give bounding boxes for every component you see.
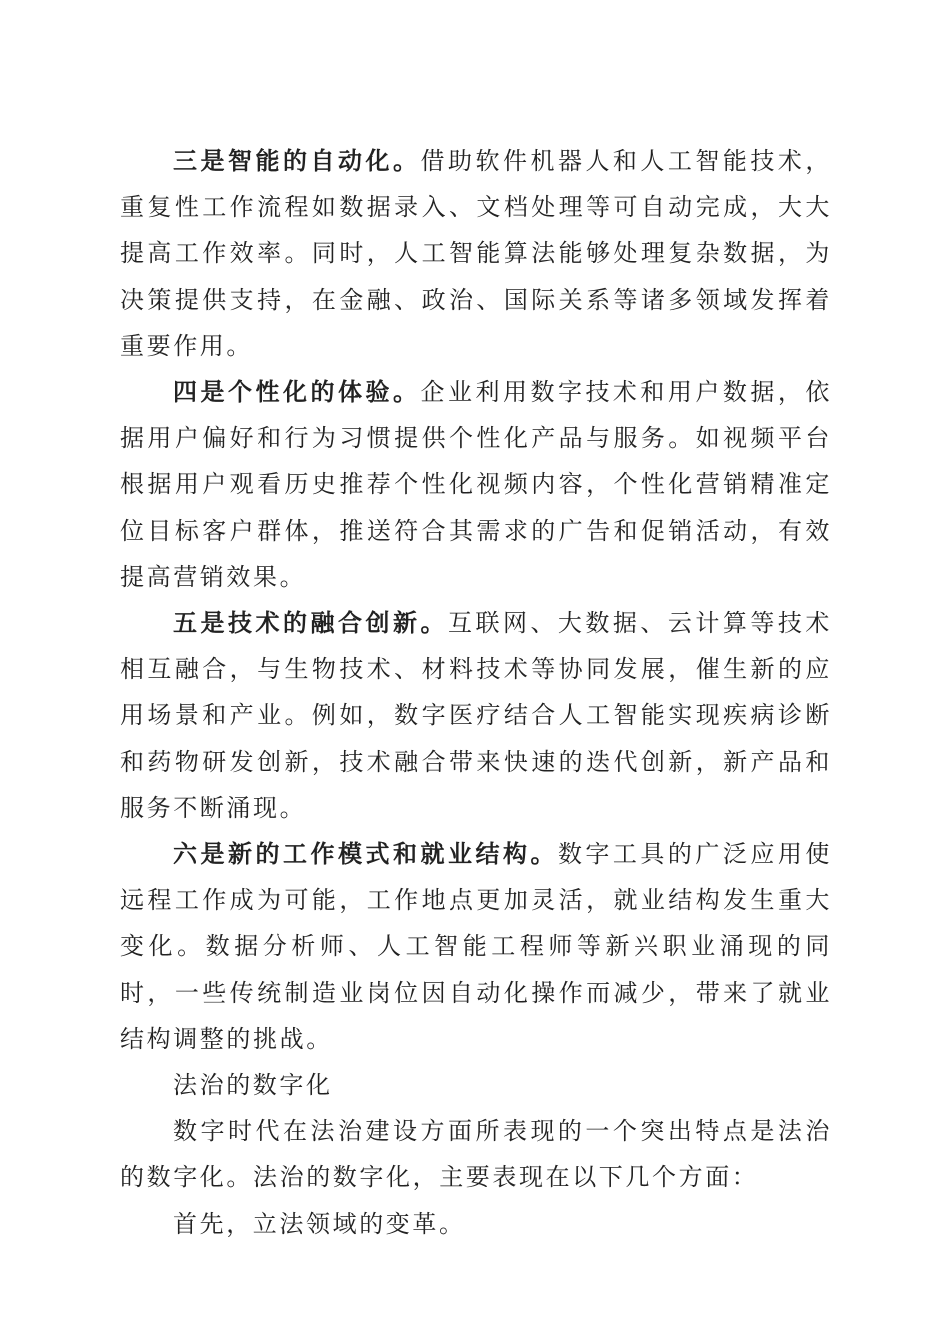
paragraph-text: 企业利用数字技术和用户数据，依据用户偏好和行为习惯提供个性化产品与服务。如视频平台根据用户观看历史推荐个性化视频内容，个性化营销精准定位目标客户群体，推送符合其需求的广告和促销活动，有效提高营销效果。 (120, 378, 833, 591)
paragraph-lead: 四是个性化的体验。 (173, 377, 421, 407)
paragraph-rule-of-law-intro: 数字时代在法治建设方面所表现的一个突出特点是法治的数字化。法治的数字化，主要表现在以下几个方面： (120, 1117, 832, 1192)
section-heading: 法治的数字化 (173, 1071, 333, 1100)
paragraph-intelligent-automation (120, 138, 832, 369)
paragraph-text: 互联网、大数据、云计算等技术相互融合，与生物技术、材料技术等协同发展，催生新的应用场景和产业。例如，数字医疗结合人工智能实现疾病诊断和药物研发创新，技术融合带来快速的迭代创新，新产品和服务不断涌现。 (120, 609, 832, 822)
paragraph-lead: 六是新的工作模式和就业结构。 (173, 839, 558, 869)
paragraph-personalized-experience (120, 369, 832, 600)
paragraph-first-point: 首先，立法领域的变革。 (173, 1209, 466, 1238)
paragraph-technology-fusion (120, 600, 832, 831)
paragraph-text: 数字工具的广泛应用使远程工作成为可能，工作地点更加灵活，就业结构发生重大变化。数据分析师、人工智能工程师等新兴职业涌现的同时，一些传统制造业岗位因自动化操作而减少，带来了就业结构调整的挑战。 (120, 840, 832, 1053)
paragraph-work-model (120, 831, 832, 1062)
document-body (120, 138, 832, 1247)
paragraph-lead: 三是智能的自动化。 (173, 146, 421, 175)
paragraph-lead: 五是技术的融合创新。 (173, 608, 448, 638)
paragraph-text: 借助软件机器人和人工智能技术，重复性工作流程如数据录入、文档处理等可自动完成，大大提高工作效率。同时，人工智能算法能够处理复杂数据，为决策提供支持，在金融、政治、国际关系等诸多领域发挥着重要作用。 (120, 147, 833, 360)
